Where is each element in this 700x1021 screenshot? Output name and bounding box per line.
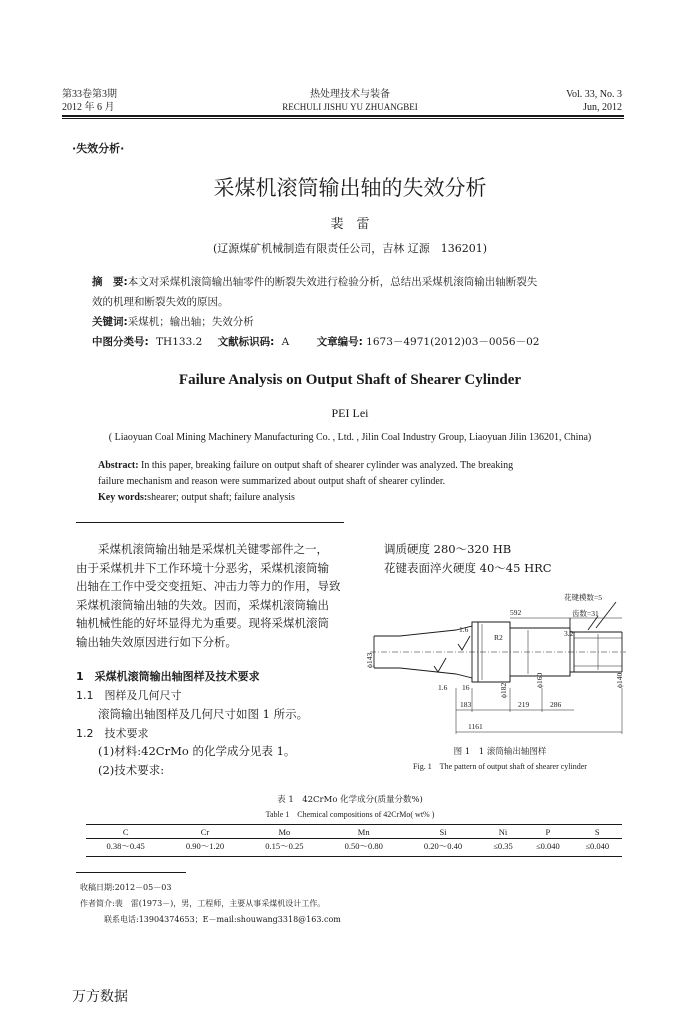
footnote (80, 880, 341, 928)
fig-dia-182: ϕ182 (499, 682, 508, 698)
fig-dim-1161: 1161 (468, 722, 483, 731)
journal-volume-en: Vol. 33, No. 3 Jun, 2012 (566, 89, 622, 113)
journal-volume: 第33卷第3期 2012 年 6 月 (62, 89, 117, 113)
table-header-row (86, 826, 622, 839)
fig-rough-16b: 1.6 (438, 683, 448, 692)
heading-1-1: 1.1 图样及几何尺寸 (76, 689, 182, 702)
table-caption-cn: 表 1 42CrMo 化学成分(质量分数%) (277, 795, 423, 805)
footnote-bio: 作者简介:裴 雷(1973－)，男，工程师，主要从事采煤机设计工作。 (80, 899, 326, 908)
table-cell: 0.50～0.80 (344, 841, 383, 851)
figure-reference: 滚筒输出轴图样及几何尺寸如图 1 所示。 (98, 707, 309, 721)
heading-1: 1 采煤机滚筒输出轴图样及技术要求 (76, 670, 260, 683)
requirement-material: (1)材料:42CrMo 的化学成分见表 1。 (98, 744, 296, 758)
requirement-tech: (2)技术要求: (98, 763, 165, 777)
affiliation-en: ( Liaoyuan Coal Mining Machinery Manufacturing Co. , Ltd. , Jilin Coal Industry Group, Liaoyuan Jilin 136201, China) (108, 432, 592, 443)
table-cell: 0.90～1.20 (185, 841, 225, 851)
footnote-rule (76, 872, 186, 873)
abstract-divider (76, 522, 344, 523)
journal-name: 热处理技术与装备 RECHULI JISHU YU ZHUANGBEI (282, 89, 418, 112)
section-tag: ·失效分析· (72, 142, 125, 155)
table-header-cell: Cr (200, 827, 210, 837)
fig-dim-286: 286 (550, 700, 562, 709)
fig-dim-16: 16 (462, 683, 470, 692)
header-rule-top (62, 115, 624, 117)
abstract-cn: 摘 要:本文对采煤机滚筒输出轴零件的断裂失效进行检验分析，总结出采煤机滚筒输出轴断裂失 效的机理和断裂失效的原因。 关键词:采煤机；输出轴；失效分析 中图分类号: TH133.2 文献标识码: A 文章编号: 1673－4971(2012)03－0056－02 (92, 276, 540, 348)
table-cell: 0.20～0.40 (423, 841, 463, 851)
fig-radius-r2: R2 (494, 633, 503, 642)
table-header-cell: Mo (278, 827, 291, 837)
fig-label-spline-modulus: 花键模数=5 (564, 593, 602, 602)
table-cell: ≤0.35 (493, 841, 513, 851)
affiliation-cn: (辽源煤矿机械制造有限责任公司，吉林 辽源 136201) (212, 242, 488, 255)
heading-1-2: 1.2 技术要求 (76, 727, 149, 740)
footnote-contact: 联系电话:13904374653；E－mail:shouwang3318@163.com (104, 915, 341, 924)
table-rule-top (86, 824, 622, 825)
figure-caption-en: Fig. 1 The pattern of output shaft of shearer cylinder (413, 762, 587, 771)
table-header-cell: S (594, 827, 600, 837)
fig-dim-183: 183 (460, 700, 472, 709)
table-cell: ≤0.040 (585, 841, 610, 851)
shaft-drawing (360, 588, 630, 738)
fig-dim-219: 219 (518, 700, 530, 709)
table-header-cell: Ni (498, 827, 508, 837)
fig-rough-32: 3.2 (564, 629, 574, 638)
table-header-cell: P (545, 827, 551, 837)
fig-dia-143: ϕ143 (365, 652, 374, 668)
fig-rough-16: 1.6 (459, 625, 469, 634)
intro-paragraph: 采煤机滚筒输出轴是采煤机关键零部件之一， 由于采煤机井下工作环境十分恶劣，采煤机滚筒输 出轴在工作中受交变扭矩、冲击力等力的作用，导致 采煤机滚筒输出轴的失效。因而，采煤机滚筒输出 轴机械性能的好坏显得尤为重要。现将采煤机滚筒 输出轴失效原因进行如下分析。 (76, 542, 341, 649)
table-row (86, 839, 622, 854)
title-en: Failure Analysis on Output Shaft of Shearer Cylinder (178, 372, 522, 388)
fig-dim-592: 592 (510, 608, 522, 617)
fig-label-teeth: 齿数=31 (572, 609, 599, 618)
table-header-cell: Si (439, 827, 447, 837)
header-rule-bottom (62, 118, 624, 119)
table-header-cell: C (122, 827, 129, 837)
table-cell: 0.38～0.45 (106, 841, 145, 851)
figure-caption-cn: 图 1 1 滚筒输出轴图样 (453, 747, 547, 757)
fig-dia-140: ϕ140 (615, 672, 624, 688)
table-cell: 0.15～0.25 (265, 841, 304, 851)
table-header-cell: Mn (357, 827, 370, 837)
table-rule-bottom (86, 856, 622, 857)
table-cell: ≤0.040 (536, 841, 560, 851)
composition-table (86, 826, 622, 853)
author-en: PEI Lei (331, 406, 369, 420)
abstract-en: Abstract: In this paper, breaking failure on output shaft of shearer cylinder was analyzed. The breaking failure mechanism and reason were summarized about output shaft of shearer cylinder. Key words:shearer; output shaft; failure analysis (98, 460, 514, 503)
author-cn: 裴 雷 (330, 217, 370, 232)
table-caption-en: Table 1 Chemical compositions of 42CrMo( wt% ) (265, 810, 435, 819)
watermark: 万方数据 (72, 989, 128, 1005)
fig-dia-160: ϕ160 (535, 672, 544, 688)
hardness-spec: 调质硬度 280～320 HB 花键表面淬火硬度 40～45 HRC (384, 542, 552, 575)
footnote-received: 收稿日期:2012－05－03 (80, 883, 172, 892)
page-title: 采煤机滚筒输出轴的失效分析 (213, 176, 487, 200)
